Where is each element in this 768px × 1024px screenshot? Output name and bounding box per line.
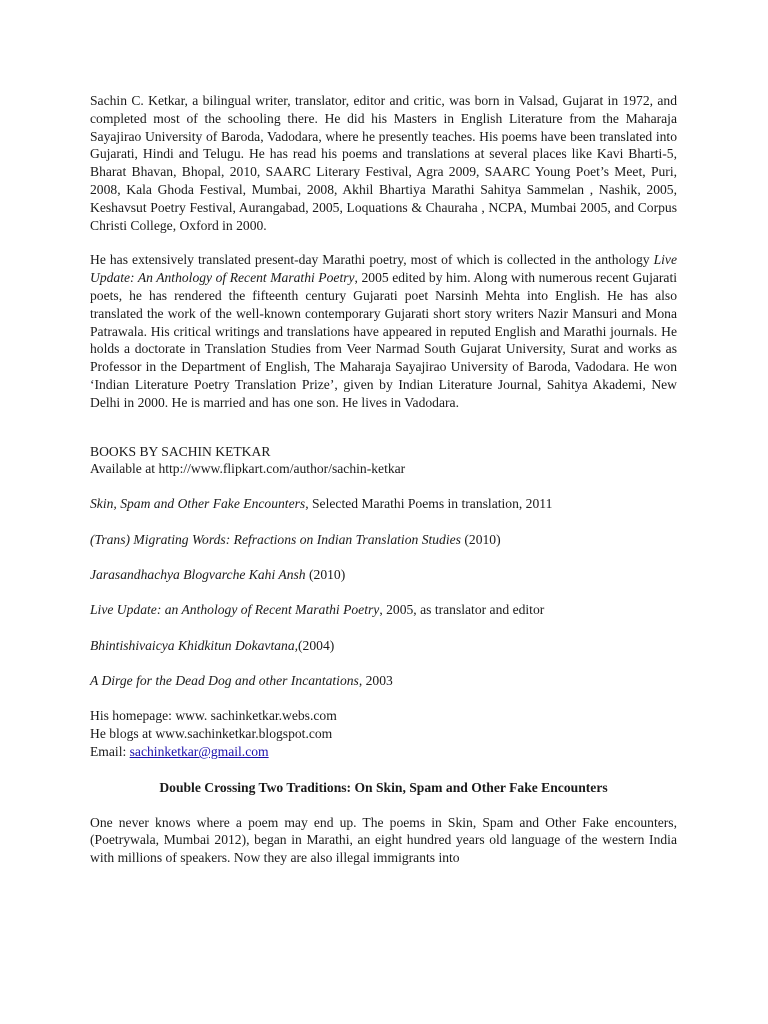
book-details: , 2003 — [358, 673, 393, 689]
book-item — [90, 495, 677, 513]
book-item — [90, 566, 677, 584]
book-title: Bhintishivaicya Khidkitun Dokavtana, — [90, 637, 299, 653]
bio-paragraph-2-text-a: He has extensively translated present-day Marathi poetry, most of which is collected in the anthology — [90, 252, 654, 268]
homepage-line: His homepage: www. sachinketkar.webs.com — [90, 708, 337, 724]
book-details: (2010) — [460, 531, 501, 547]
email-label: Email: — [90, 744, 130, 760]
book-title: Jarasandhachya Blogvarche Kahi Ansh — [90, 566, 306, 582]
bio-paragraph-2 — [90, 251, 677, 411]
email-link[interactable]: sachinketkar@gmail.com — [129, 744, 269, 760]
book-item — [90, 672, 677, 690]
bio-paragraph-2-anthology-title: Live Update: An Anthology of Recent Marathi Poetry — [90, 252, 677, 286]
book-title: A Dirge for the Dead Dog and other Incantations — [90, 673, 359, 689]
email-line — [90, 743, 677, 761]
books-heading: BOOKS BY SACHIN KETKAR — [90, 443, 271, 459]
document-page — [90, 92, 677, 867]
book-title: (Trans) Migrating Words: Refractions on Indian Translation Studies — [90, 531, 461, 547]
book-title: Live Update: an Anthology of Recent Marathi Poetry — [90, 602, 380, 618]
book-details: , Selected Marathi Poems in translation, 2011 — [305, 496, 553, 512]
book-title: Skin, Spam and Other Fake Encounters — [90, 496, 306, 512]
bio-paragraph-1: Sachin C. Ketkar, a bilingual writer, translator, editor and critic, was born in Valsad, Gujarat in 1972, and completed most of the schooling there. He did his Masters in English Literature from the Maharaja Sayajirao University of Baroda, Vadodara, where he presently teaches. His poems have been translated into Gujarati, Hindi and Telugu. He has read his poems and translations at several places like Kavi Bharti-5, Bharat Bhavan, Bhopal, 2010, SAARC Literary Festival, Agra 2009, SAARC Young Poet’s Meet, Puri, 2008, Kala Ghoda Festival, Mumbai, 2008, Akhil Bhartiya Marathi Sahitya Sammelan , Nashik, 2005, Keshavsut Poetry Festival, Aurangabad, 2005, Loquations & Chauraha , NCPA, Mumbai 2005, and Corpus Christi College, Oxford in 2000. — [90, 93, 677, 233]
book-details: (2010) — [305, 566, 346, 582]
essay-paragraph-1: One never knows where a poem may end up. The poems in Skin, Spam and Other Fake encounters, (Poetrywala, Mumbai 2012), began in Marathi, an eight hundred years old language of the western India with millions of speakers. Now they are also illegal immigrants into — [90, 814, 677, 866]
bio-paragraph-2-text-b: , 2005 edited by him. Along with numerous recent Gujarati poets, he has rendered the fifteenth century Gujarati poet Narsinh Mehta into English. He has also translated the work of the well-known contemporary Gujarati short story writers Nazir Mansuri and Mona Patrawala. His critical writings and translations have appeared in reputed English and Marathi journals. He holds a doctorate in Translation Studies from Veer Narmad South Gujarat University, Surat and works as Professor in the Department of English, The Maharaja Sayajirao University of Baroda, Vadodara. He won ‘Indian Literature Poetry Translation Prize’, given by Indian Literature Journal, Sahitya Akademi, New Delhi in 2000. He is married and has one son. He lives in Vadodara. — [90, 270, 677, 410]
blog-line: He blogs at www.sachinketkar.blogspot.com — [90, 726, 333, 742]
book-item — [90, 531, 677, 549]
books-availability: Available at http://www.flipkart.com/author/sachin-ketkar — [90, 461, 406, 477]
book-item — [90, 601, 677, 619]
essay-title: Double Crossing Two Traditions: On Skin, Spam and Other Fake Encounters — [159, 779, 608, 795]
book-details: (2004) — [298, 637, 335, 653]
book-item — [90, 637, 677, 655]
book-details: , 2005, as translator and editor — [379, 602, 545, 618]
